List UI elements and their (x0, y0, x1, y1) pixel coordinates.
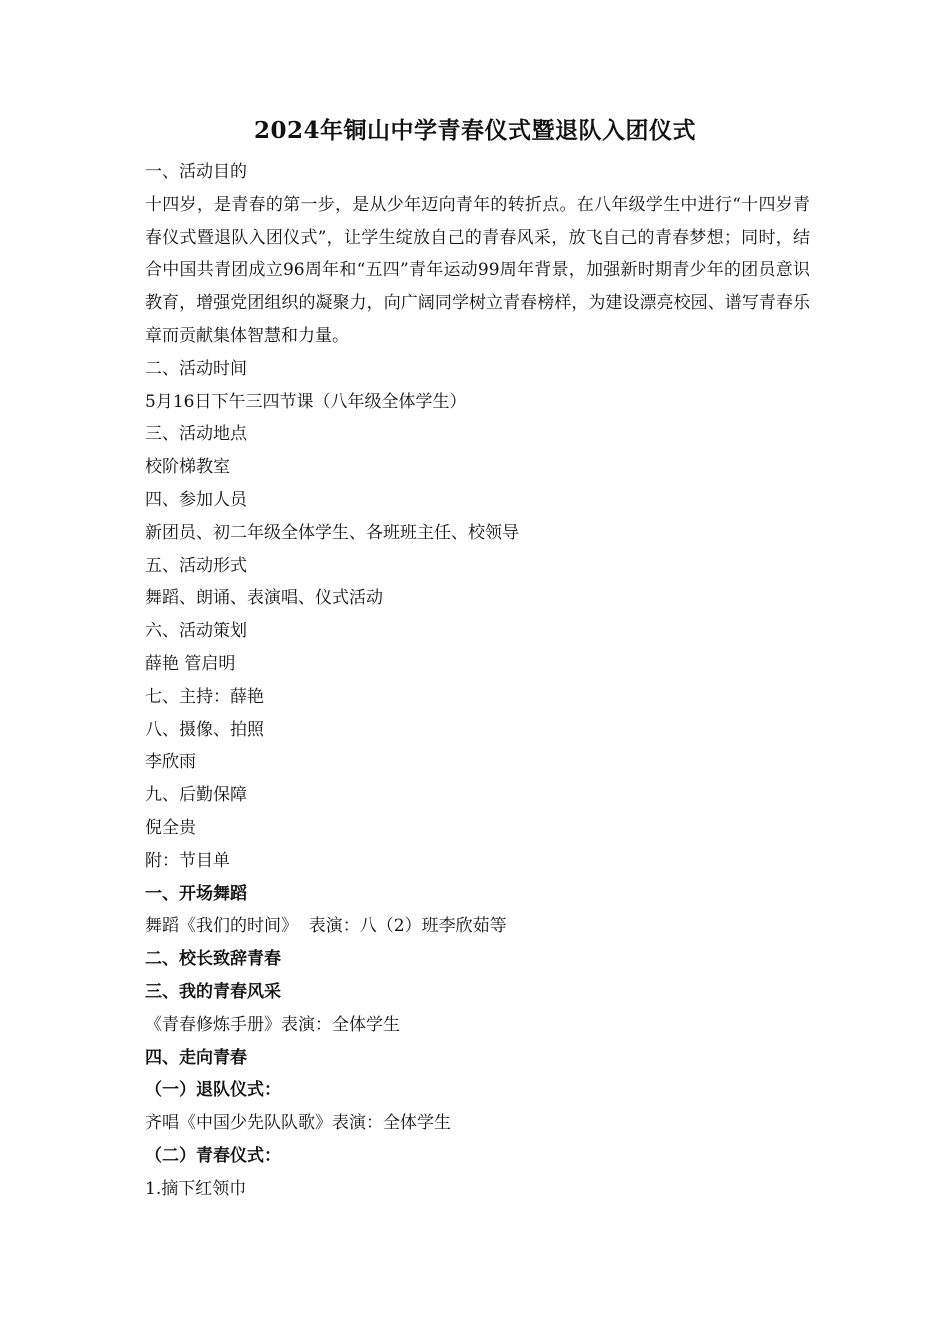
program-item-4-heading: 四、走向青春 (145, 1047, 247, 1068)
program-item-3-text: 《青春修炼手册》表演：全体学生 (145, 1014, 400, 1035)
section-heading-planning: 六、活动策划 (145, 621, 247, 642)
program-sub-2-step-1: 1.摘下红领巾 (145, 1178, 247, 1199)
document-title: 2024年铜山中学青春仪式暨退队入团仪式 (253, 117, 696, 144)
program-sub-1-text: 齐唱《中国少先队队歌》表演：全体学生 (145, 1113, 451, 1134)
purpose-paragraph: 十四岁，是青春的第一步，是从少年迈向青年的转折点。在八年级学生中进行“十四岁青春仪式暨退队入团仪式”，让学生绽放自己的青春风采，放飞自己的青春梦想；同时，结合中国共青团成立96周年和“五四”青年运动99周年背景，加强新时期青少年的团员意识教育，增强党团组织的凝聚力，向广阔同学树立青春榜样，为建设漂亮校园、谱写青春乐章而贡献集体智慧和力量。 (145, 194, 810, 346)
program-item-2-heading: 二、校长致辞青春 (145, 949, 281, 970)
section-heading-logistics: 九、后勤保障 (145, 785, 247, 806)
program-item-1-text: 舞蹈《我们的时间》 表演：八（2）班李欣茹等 (145, 916, 507, 937)
form-text: 舞蹈、朗诵、表演唱、仪式活动 (145, 588, 383, 609)
host-line: 七、主持：薛艳 (145, 686, 264, 707)
program-sub-1-heading: （一）退队仪式： (145, 1080, 281, 1101)
section-heading-place: 三、活动地点 (145, 424, 247, 445)
program-item-3-heading: 三、我的青春风采 (145, 981, 281, 1002)
photo-text: 李欣雨 (145, 752, 196, 773)
section-heading-photo: 八、摄像、拍照 (145, 719, 264, 740)
document-body (145, 156, 810, 1206)
program-item-1-heading: 一、开场舞蹈 (145, 883, 247, 904)
section-heading-time: 二、活动时间 (145, 358, 247, 379)
section-heading-form: 五、活动形式 (145, 555, 247, 576)
place-text: 校阶梯教室 (145, 457, 230, 478)
participants-text: 新团员、初二年级全体学生、各班班主任、校领导 (145, 522, 519, 543)
program-sub-2-heading: （二）青春仪式： (145, 1145, 281, 1166)
planning-text: 薛艳 管启明 (145, 653, 236, 674)
section-heading-participants: 四、参加人员 (145, 489, 247, 510)
appendix-label: 附：节目单 (145, 850, 230, 871)
logistics-text: 倪全贵 (145, 817, 196, 838)
section-heading-purpose: 一、活动目的 (145, 162, 247, 182)
time-text: 5月16日下午三四节课（八年级全体学生） (145, 391, 467, 412)
